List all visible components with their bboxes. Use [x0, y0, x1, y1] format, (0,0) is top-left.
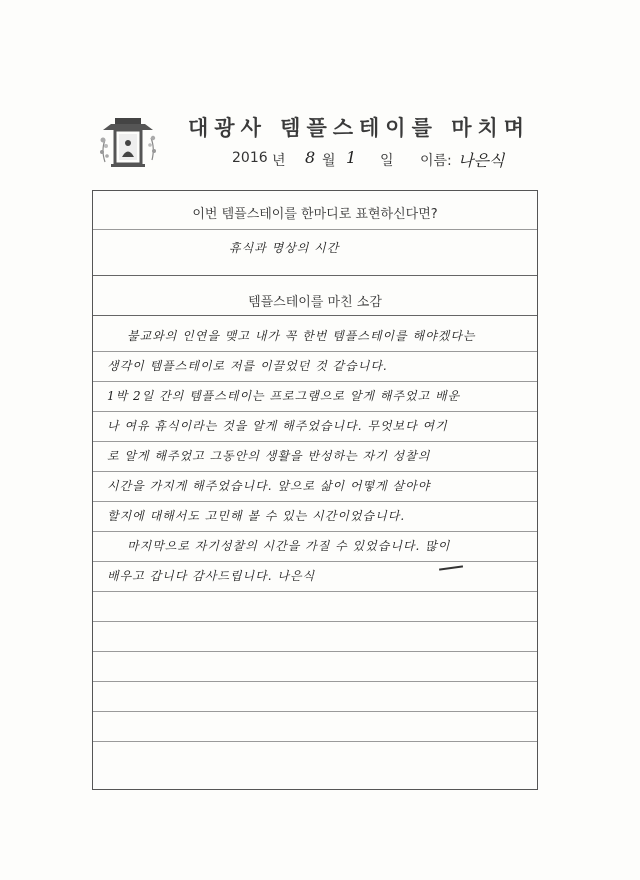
reflection-line: 로 알게 해주었고 그동안의 생활을 반성하는 자기 성찰의 [107, 449, 431, 463]
signature-stroke [439, 565, 463, 570]
divider [93, 229, 537, 230]
reflection-form [92, 190, 538, 790]
year-label: 년 [272, 153, 286, 169]
month-label: 월 [322, 153, 336, 169]
ruled-line [93, 471, 537, 472]
answer-one-text: 휴식과 명상의 시간 [229, 241, 340, 255]
ruled-line [93, 591, 537, 592]
ruled-line [93, 651, 537, 652]
name-value: 나은식 [458, 151, 505, 170]
year-value: 2016 [232, 150, 268, 166]
ruled-line [93, 531, 537, 532]
divider [93, 315, 537, 316]
ruled-line [93, 351, 537, 352]
reflection-line: 생각이 템플스테이로 저를 이끌었던 것 같습니다. [107, 359, 388, 373]
reflection-line: 마지막으로 자기성찰의 시간을 가질 수 있었습니다. 많이 [127, 539, 451, 553]
reflection-line: 할지에 대해서도 고민해 볼 수 있는 시간이었습니다. [107, 509, 406, 523]
temple-logo-icon [97, 110, 159, 170]
month-value: 8 [305, 148, 316, 167]
reflection-line: 1박 2일 간의 템플스테이는 프로그램으로 알게 해주었고 배운 [107, 389, 461, 403]
ruled-line [93, 741, 537, 742]
ruled-line [93, 441, 537, 442]
name-label: 이름: [420, 153, 452, 169]
reflection-line: 시간을 가지게 해주었습니다. 앞으로 삶이 어떻게 살아야 [107, 479, 431, 493]
ruled-line [93, 561, 537, 562]
ruled-line [93, 711, 537, 712]
ruled-line [93, 681, 537, 682]
reflection-line: 나 여유 휴식이라는 것을 알게 해주었습니다. 무엇보다 여기 [107, 419, 448, 433]
ruled-line [93, 621, 537, 622]
day-value: 1 [346, 148, 357, 167]
day-label: 일 [380, 153, 394, 169]
ruled-line [93, 381, 537, 382]
ruled-line [93, 501, 537, 502]
reflection-line: 배우고 갑니다 감사드립니다. 나은식 [107, 569, 316, 583]
question-one-label: 이번 템플스테이를 한마디로 표현하신다면? [192, 207, 438, 222]
ruled-line [93, 411, 537, 412]
divider [93, 275, 537, 276]
page-title: 대광사 템플스테이를 마치며 [188, 116, 531, 140]
reflection-line: 불교와의 인연을 맺고 내가 꼭 한번 템플스테이를 해야겠다는 [127, 329, 476, 343]
question-two-label: 템플스테이를 마친 소감 [248, 295, 382, 310]
